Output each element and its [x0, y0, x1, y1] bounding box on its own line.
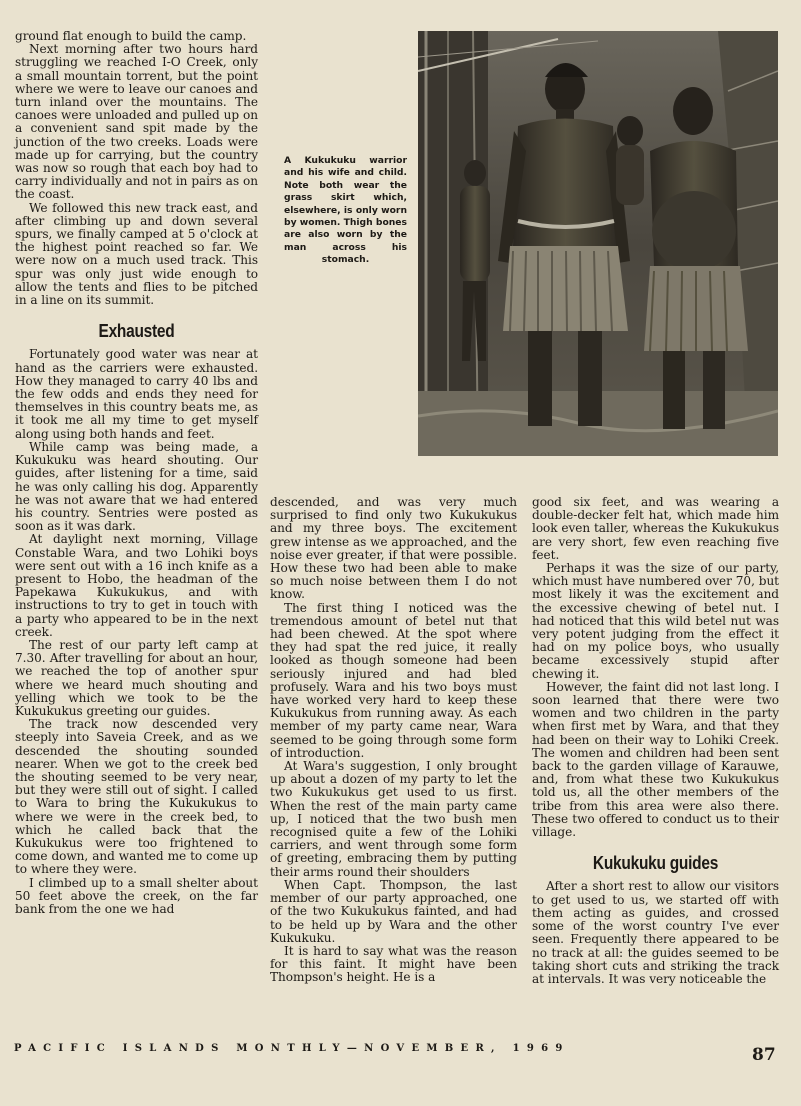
paragraph: While camp was being made, a Kukukuku was heard shouting. Our guides, after listening for a time, said he was only calling his dog. Apparently he was not aware that we had entered his country. Sentries were posted as soon as it was dark. [15, 439, 258, 534]
paragraph: The first thing I noticed was the tremendous amount of betel nut that had been chewed. At the spot where they had spat the red juice, it really looked as though someone had been seriously injured and had bled profusely. Wara and his two boys must have worked very hard to keep these Kukukukus from running away. As each member of my party came near, Wara seemed to be going through some form of introduction. [270, 600, 517, 760]
column-1 [15, 30, 258, 916]
paragraph: When Capt. Thompson, the last member of our party approached, one of the two Kukukukus fainted, and had to be held up by Wara and the other Kukukuku. [270, 877, 517, 945]
page-number: 87 [752, 1045, 776, 1065]
paragraph: At Wara's suggestion, I only brought up about a dozen of my party to let the two Kukukukus get used to us first. When the rest of the main party came up, I noticed that the two bush men recognised quite a few of the Lohiki carriers, and went through some form of greeting, embracing them by putting their arms round their shoulders [270, 759, 517, 879]
photo-kukukuku-family [418, 31, 778, 456]
paragraph: Perhaps it was the size of our party, which must have numbered over 70, but most likely it was the excitement and the excessive chewing of betel nut. I had noticed that this wild betel nut was very potent judging from the effect it had on my police boys, who usually became excessively stupid after chewing it. [532, 561, 779, 681]
paragraph: Fortunately good water was near at hand as the carriers were exhausted. How they managed to carry 40 lbs and the few odds and ends they need for themselves in this country beats me, as it took me all my time to get myself along using both hands and feet. [15, 347, 258, 441]
column-2 [270, 496, 517, 985]
paragraph: ground flat enough to build the camp. [15, 29, 247, 43]
paragraph: At daylight next morning, Village Constable Wara, and two Lohiki boys were sent out with a 16 inch knife as a present to Hobo, the headman of the Papekawa Kukukukus, and with instructions to try to get in touch with a party who appeared to be in the next creek. [15, 532, 258, 639]
paragraph: After a short rest to allow our visitors to get used to us, we started off with them acting as guides, and crossed some of the worst country I've ever seen. Frequently there appeared to be no track at all: the guides seemed to be taking short cuts and striking the track at intervals. It was very noticeable the [532, 879, 779, 986]
paragraph: The rest of our party left camp at 7.30. After travelling for about an hour, we reached the top of another spur where we heard much shouting and yelling which we took to be the Kukukukus greeting our guides. [15, 637, 258, 718]
paragraph: It is hard to say what was the reason for this faint. It might have been Thompson's height. He is a [270, 943, 517, 985]
paragraph: Next morning after two hours hard struggling we reached I-O Creek, only a small mountain torrent, but the point where we were to leave our canoes and turn inland over the mountains. The canoes were unloaded and pulled up on a convenient sand spit made by the junction of the two creeks. Loads were made up for carrying, but the country was now so rough that each boy had to carry individually and not in pairs as on the coast. [15, 42, 258, 202]
paragraph: However, the faint did not last long. I soon learned that there were two women and two children in the party when first met by Wara, and that they had been on their way to Lohiki Creek. The women and children had been sent back to the garden village of Karauwe, and, from what these two Kukukukus told us, all the other members of the tribe from this area were also there. These two offered to conduct us to their village. [532, 679, 779, 840]
paragraph: descended, and was very much surprised to find only two Kukukukus and my three boys. The excitement grew intense as we approached, and the noise ever greater, if that were possible. How these two had been able to make so much noise between them I do not know. [270, 495, 517, 602]
paragraph: I climbed up to a small shelter about 50 feet above the creek, on the far bank from the one we had [15, 875, 258, 916]
photo-caption: A Kukukuku warrior and his wife and child. Note both wear the grass skirt which, elsewhere, is only worn by women. Thigh bones are also worn by the man across his stomach. [284, 155, 407, 266]
running-footer: PACIFIC ISLANDS MONTHLY—NOVEMBER, 1969 [14, 1043, 570, 1054]
section-heading-kukukuku-guides: Kukukuku guides [592, 853, 719, 874]
paragraph: We followed this new track east, and after climbing up and down several spurs, we finally camped at 5 o'clock at the highest point reached so far. We were now on a much used track. This spur was only just wide enough to allow the tents and flies to be pitched in a line on its summit. [15, 200, 258, 308]
photo-illustration [418, 31, 778, 456]
section-heading-exhausted: Exhausted [98, 321, 175, 342]
paragraph: The track now descended very steeply into Saveia Creek, and as we descended the shouting sounded nearer. When we got to the creek bed the shouting seemed to be very near, but they were still out of sight. I called to Wara to bring the Kukukukus to where we were in the creek bed, to which he called back that the Kukukukus were too frightened to come down, and wanted me to come up to where they were. [15, 717, 258, 877]
paragraph: good six feet, and was wearing a double-decker felt hat, which made him look even taller, whereas the Kukukukus are very short, few even reaching five feet. [532, 495, 779, 562]
column-3 [532, 496, 779, 986]
